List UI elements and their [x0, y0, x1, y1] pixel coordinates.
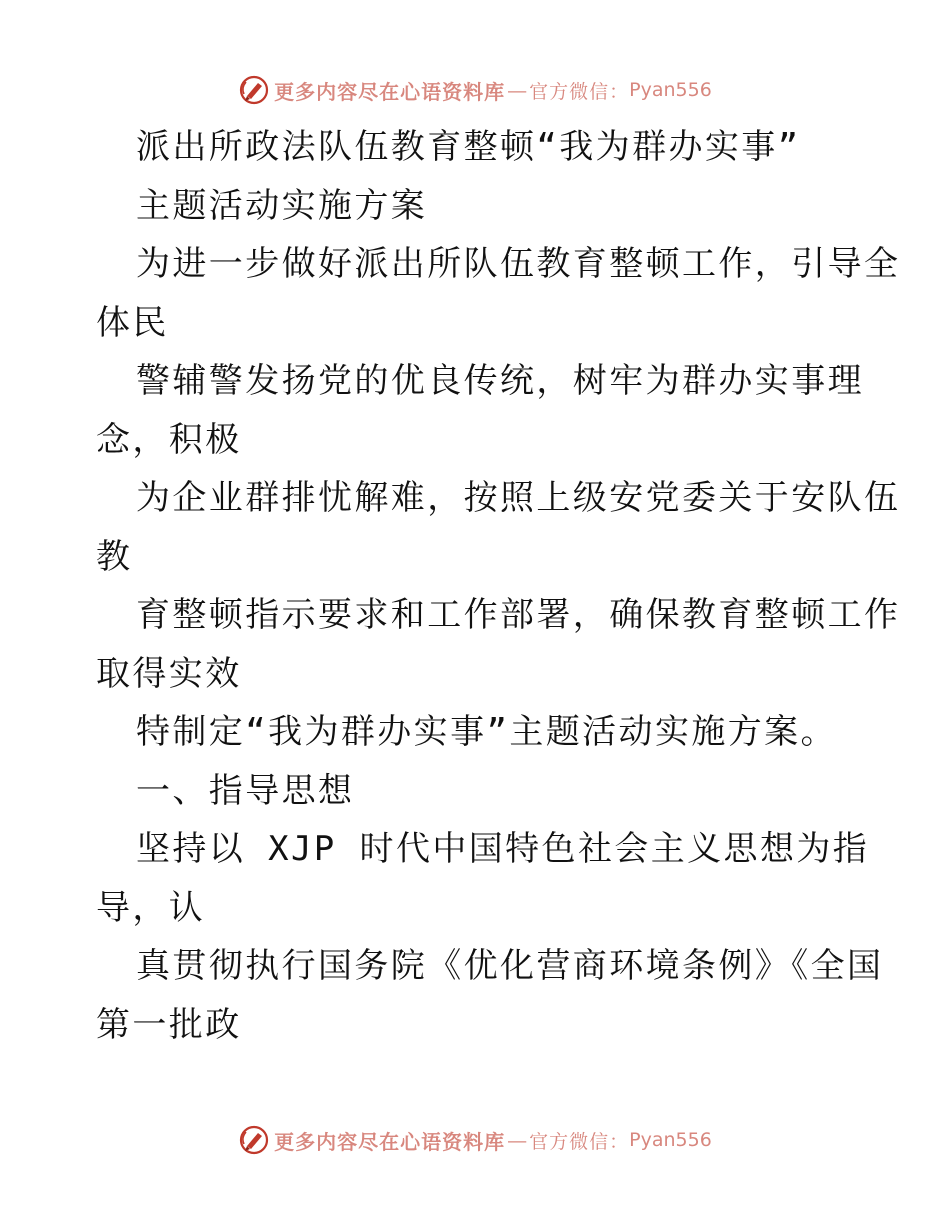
doc-paragraph-line: 为企业群排忧解难，按照上级安党委关于安队伍 — [136, 478, 901, 518]
watermark-dash: — — [507, 78, 528, 102]
header-watermark — [0, 70, 950, 110]
footer-watermark — [0, 1120, 950, 1160]
doc-paragraph-line: 第一批政 — [96, 1004, 242, 1045]
watermark-contact-label: 官方微信： — [529, 1130, 630, 1153]
doc-paragraph-line: 体民 — [96, 302, 169, 343]
doc-paragraph-line: 教 — [96, 536, 133, 577]
doc-paragraph-line: 取得实效 — [96, 653, 242, 694]
watermark-brand-text: 更多内容尽在心语资料库 — [274, 1129, 506, 1154]
document-body — [96, 118, 901, 1054]
doc-title-line-1: 派出所政法队伍教育整顿“我为群办实事” — [136, 127, 801, 167]
doc-paragraph-line: 坚持以 XJP 时代中国特色社会主义思想为指 — [136, 829, 870, 869]
doc-paragraph-line: 特制定“我为群办实事”主题活动实施方案。 — [136, 712, 837, 752]
doc-paragraph-line: 为进一步做好派出所队伍教育整顿工作，引导全 — [136, 244, 901, 284]
watermark-contact-id: Pyan556 — [629, 1129, 712, 1151]
doc-paragraph-line: 念，积极 — [96, 419, 242, 460]
pen-logo-icon — [238, 74, 270, 106]
section-heading: 一、指导思想 — [136, 770, 355, 811]
doc-title-line-2: 主题活动实施方案 — [136, 185, 428, 226]
doc-paragraph-line: 警辅警发扬党的优良传统，树牢为群办实事理 — [136, 361, 864, 401]
doc-paragraph-line: 真贯彻执行国务院《优化营商环境条例》《全国 — [136, 946, 884, 986]
watermark-contact-id: Pyan556 — [629, 79, 712, 101]
watermark-dash: — — [507, 1128, 528, 1152]
watermark-brand-text: 更多内容尽在心语资料库 — [274, 79, 506, 104]
pen-logo-icon — [238, 1124, 270, 1156]
doc-paragraph-line: 导，认 — [96, 887, 206, 928]
doc-paragraph-line: 育整顿指示要求和工作部署，确保教育整顿工作 — [136, 595, 901, 635]
watermark-contact-label: 官方微信： — [529, 80, 630, 103]
